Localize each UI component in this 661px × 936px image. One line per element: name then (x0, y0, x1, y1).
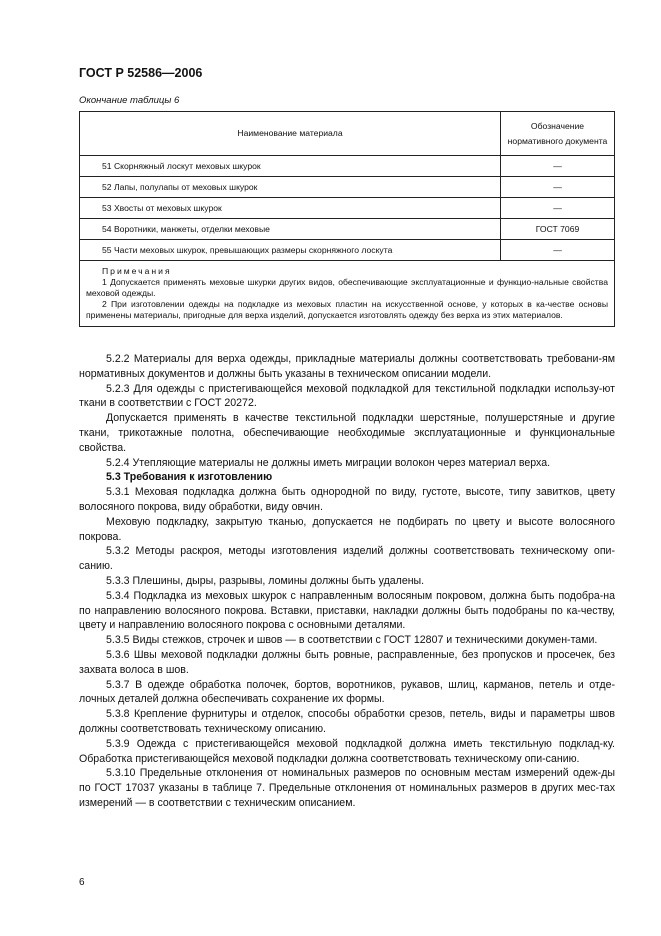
table-row (80, 177, 615, 198)
material-name-cell: 53 Хвосты от меховых шкурок (80, 198, 501, 219)
column-header-doc (501, 112, 615, 156)
paragraph-5-2-4: 5.2.4 Утепляющие материалы не должны иметь миграции волокон через материал верха. (106, 456, 551, 469)
paragraph-5-3-1: 5.3.1 Меховая подкладка должна быть однородной по виду, густоте, высоте, типу завитков, цвету волосяного покрова, виду обработки, виду овчин. (79, 486, 615, 513)
note-2: 2 При изготовлении одежды на подкладке из меховых пластин на искусственной основе, у которых в ка-честве основы применены материалы, пригодные для верха изделий, допускается изготовлять одежду без верха из этих материалов. (86, 299, 608, 320)
notes-cell (80, 261, 615, 327)
paragraph-fur-lining-covered: Меховую подкладку, закрытую тканью, допускается не подбирать по цвету и высоте волосяного покрова. (79, 515, 615, 543)
paragraph-5-3-7: 5.3.7 В одежде обработка полочек, бортов, воротников, рукавов, шлиц, карманов, петель и отде-лочных деталей должна обеспечивать сохранение их формы. (79, 678, 615, 706)
materials-table (79, 111, 615, 327)
document-cell: — (501, 240, 615, 261)
note-1: 1 Допускается применять меховые шкурки других видов, обеспечивающие эксплуатационные и функцио-нальные свойства меховой одежды. (86, 277, 608, 298)
paragraph-5-3-6: 5.3.6 Швы меховой подкладки должны быть ровные, расправленные, без пропусков и просечек, без захвата волоса в шов. (79, 648, 615, 676)
standard-title: ГОСТ Р 52586—2006 (79, 66, 203, 80)
document-cell: — (501, 156, 615, 177)
paragraph-5-3-10: 5.3.10 Предельные отклонения от номинальных размеров по основным местам измерений одеж-ды по ГОСТ 17037 указаны в таблице 7. Предельные отклонения от номинальных размеров в других мес-тах измерений — в соответствии с техническим описанием. (79, 767, 615, 809)
notes-title: Примечания (102, 266, 172, 276)
paragraph-5-2-2: 5.2.2 Материалы для верха одежды, прикладные материалы должны соответствовать требовани-ям нормативных документов и должны быть указаны в техническом описании модели. (79, 353, 615, 380)
document-cell: ГОСТ 7069 (501, 219, 615, 240)
column-header-name: Наименование материала (80, 112, 501, 156)
page-number: 6 (79, 877, 85, 888)
body-text (79, 352, 615, 811)
table-header-row (80, 112, 615, 156)
table-row (80, 219, 615, 240)
paragraph-5-3-3: 5.3.3 Плешины, дыры, разрывы, ломины должны быть удалены. (106, 574, 425, 587)
table-row (80, 198, 615, 219)
document-cell: — (501, 177, 615, 198)
paragraph-5-3-8: 5.3.8 Крепление фурнитуры и отделок, способы обработки срезов, петель, виды и параметры швов должны соответствовать техническому описанию. (79, 708, 615, 735)
notes-row (80, 261, 615, 327)
material-name-cell: 51 Скорняжный лоскут меховых шкурок (80, 156, 501, 177)
document-cell: — (501, 198, 615, 219)
paragraph-5-3-9: 5.3.9 Одежда с пристегивающейся меховой подкладкой должна иметь текстильную подклад-ку. Обработка пристегивающейся меховой подкладки должна соответствовать техническому опи-санию. (79, 737, 615, 765)
table-row (80, 240, 615, 261)
table-row (80, 156, 615, 177)
paragraph-5-3-2: 5.3.2 Методы раскроя, методы изготовления изделий должны соответствовать техническому опи-санию. (79, 545, 615, 573)
column-header-doc-line1: Обозначение (530, 120, 585, 131)
paragraph-lining-fabrics: Допускается применять в качестве текстильной подкладки шерстяные, полушерстяные и другие ткани, трикотажные полотна, обеспечивающие необходимые эксплуатационные и функциональные свойства. (79, 412, 615, 454)
paragraph-5-3-5: 5.3.5 Виды стежков, строчек и швов — в соответствии с ГОСТ 12807 и техническими докумен-тами. (106, 634, 598, 647)
paragraph-5-2-3: 5.2.3 Для одежды с пристегивающейся меховой подкладкой для текстильной подкладки использу-ют ткани в соответствии с ГОСТ 20272. (79, 382, 615, 410)
material-name-cell: 55 Части меховых шкурок, превышающих размеры скорняжного лоскута (80, 240, 501, 261)
paragraph-5-3-4: 5.3.4 Подкладка из меховых шкурок с направленным волосяным покровом, должна быть подобра-на по направлению волосяного покрова. Вставки, приставки, накладки должны быть подобраны по ка-честву, цвету и направлению волосяного покрова с основными деталями. (79, 589, 615, 632)
column-header-doc-line2: нормативного документа (507, 135, 608, 146)
table-caption: Окончание таблицы 6 (79, 95, 180, 106)
section-heading-5-3: 5.3 Требования к изготовлению (106, 471, 273, 484)
material-name-cell: 54 Воротники, манжеты, отделки меховые (80, 219, 501, 240)
material-name-cell: 52 Лапы, полулапы от меховых шкурок (80, 177, 501, 198)
